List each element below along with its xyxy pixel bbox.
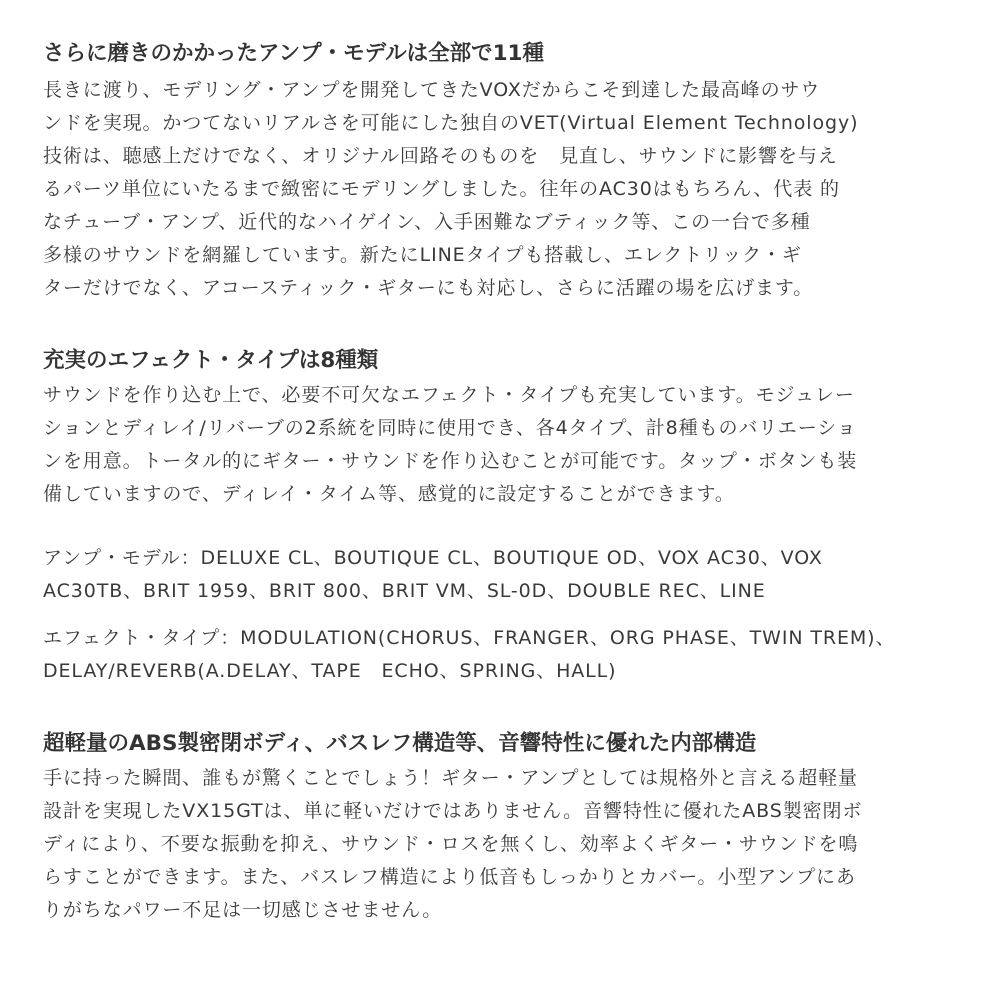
body-line: 長きに渡り、モデリング・アンプを開発してきたVOXだからこそ到達した最高峰のサウ — [43, 79, 821, 101]
list-line: AC30TB、BRIT 1959、BRIT 800、BRIT VM、SL-0D、DOUBLE REC、LINE — [43, 580, 766, 602]
body-line: 備していますので、ディレイ・タイム等、感覚的に設定することができます。 — [43, 483, 735, 505]
section-body-effects — [43, 379, 959, 511]
body-line: 技術は、聴感上だけでなく、オリジナル回路そのものを 見直し、サウンドに影響を与え — [43, 145, 838, 167]
amp-model-list — [43, 542, 959, 608]
body-line: らすことができます。また、バスレフ構造により低音もしっかりとカバー。小型アンプにあ — [43, 866, 856, 888]
section-body-structure — [43, 762, 959, 927]
list-line: アンプ・モデル：DELUXE CL、BOUTIQUE CL、BOUTIQUE OD、VOX AC30、VOX — [43, 547, 823, 569]
section-heading-effects: 充実のエフェクト・タイプは8種類 — [43, 348, 379, 373]
list-line: DELAY/REVERB(A.DELAY、TAPE ECHO、SPRING、HALL) — [43, 660, 617, 682]
document-page — [43, 36, 959, 927]
body-line: 手に持った瞬間、誰もが驚くことでしょう！ギター・アンプとしては規格外と言える超軽量 — [43, 767, 858, 789]
body-line: 設計を実現したVX15GTは、単に軽いだけではありません。音響特性に優れたABS製密閉ボ — [43, 800, 863, 822]
section-heading-amp-models: さらに磨きのかかったアンプ・モデルは全部で11種 — [43, 41, 544, 66]
body-line: ションとディレイ/リバーブの2系統を同時に使用でき、各4タイプ、計8種ものバリエーショ — [43, 417, 857, 439]
body-line: なチューブ・アンプ、近代的なハイゲイン、入手困難なブティック等、この一台で多種 — [43, 211, 811, 233]
effect-type-list — [43, 622, 959, 688]
body-line: 多様のサウンドを網羅しています。新たにLINEタイプも搭載し、エレクトリック・ギ — [43, 244, 802, 266]
body-line: ターだけでなく、アコースティック・ギターにも対応し、さらに活躍の場を広げます。 — [43, 277, 814, 299]
body-line: ンドを実現。かつてないリアルさを可能にした独自のVET(Virtual Element Technology) — [43, 112, 859, 134]
body-line: ンを用意。トータル的にギター・サウンドを作り込むことが可能です。タップ・ボタンも装 — [43, 450, 858, 472]
list-line: エフェクト・タイプ：MODULATION(CHORUS、FRANGER、ORG PHASE、TWIN TREM)、 — [43, 627, 896, 649]
body-line: ディにより、不要な振動を抑え、サウンド・ロスを無くし、効率よくギター・サウンドを鳴 — [43, 833, 859, 855]
body-line: るパーツ単位にいたるまで緻密にモデリングしました。往年のAC30はもちろん、代表 的 — [43, 178, 840, 200]
body-line: りがちなパワー不足は一切感じさせません。 — [43, 899, 443, 921]
section-body-amp-models — [43, 74, 959, 305]
section-heading-body-structure: 超軽量のABS製密閉ボディ、バスレフ構造等、音響特性に優れた内部構造 — [43, 731, 757, 756]
body-line: サウンドを作り込む上で、必要不可欠なエフェクト・タイプも充実しています。モジュレー — [43, 384, 855, 406]
